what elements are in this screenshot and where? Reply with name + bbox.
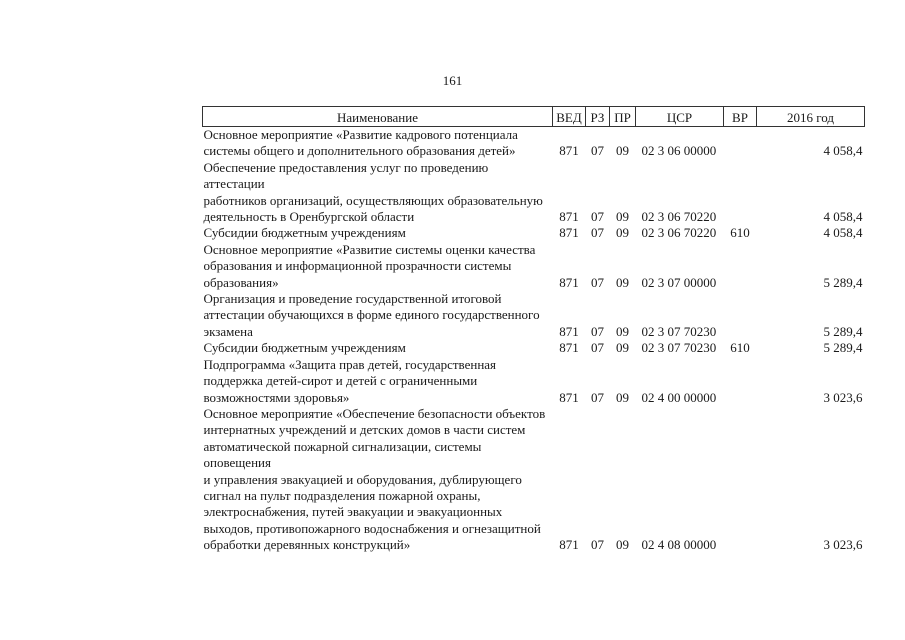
row-vr: 610 bbox=[730, 340, 750, 356]
table-row bbox=[203, 340, 865, 356]
header-rz: РЗ bbox=[586, 107, 610, 127]
row-name-line: деятельность в Оренбургской области bbox=[203, 209, 415, 225]
row-name-line: возможностями здоровья» bbox=[203, 389, 350, 405]
row-rz: 07 bbox=[591, 537, 604, 553]
row-rz: 07 bbox=[591, 143, 604, 159]
row-rz: 07 bbox=[591, 340, 604, 356]
row-rz: 07 bbox=[591, 389, 604, 405]
row-sum: 5 289,4 bbox=[823, 274, 863, 290]
row-sum: 4 058,4 bbox=[823, 209, 863, 225]
row-csr: 02 3 06 70220 bbox=[641, 209, 717, 225]
row-name bbox=[203, 291, 553, 340]
table-header-row bbox=[203, 107, 865, 127]
row-name-line: образования» bbox=[203, 274, 279, 290]
row-name-line: Субсидии бюджетным учреждениям bbox=[203, 225, 406, 241]
row-ved: 871 bbox=[559, 323, 579, 339]
row-rz: 07 bbox=[591, 225, 604, 241]
page-number: 161 bbox=[442, 73, 463, 88]
table-row bbox=[203, 242, 865, 291]
row-vr bbox=[724, 127, 757, 160]
row-name-line: поддержка детей-сирот и детей с ограниченными bbox=[203, 373, 478, 389]
table-row bbox=[203, 291, 865, 340]
row-vr bbox=[724, 160, 757, 226]
row-name-line: системы общего и дополнительного образования детей» bbox=[203, 143, 516, 159]
table-row bbox=[203, 357, 865, 406]
row-name-line: Организация и проведение государственной итоговой bbox=[203, 291, 502, 307]
row-name-line: работников организаций, осуществляющих образовательную bbox=[203, 192, 543, 208]
row-rz: 07 bbox=[591, 323, 604, 339]
row-name-line: Подпрограмма «Защита прав детей, государственная bbox=[203, 356, 497, 372]
row-name bbox=[203, 160, 553, 226]
row-name bbox=[203, 225, 553, 241]
row-pr: 09 bbox=[616, 274, 629, 290]
row-name bbox=[203, 127, 553, 160]
row-csr: 02 4 00 00000 bbox=[641, 389, 717, 405]
row-name-line: обработки деревянных конструкций» bbox=[203, 537, 411, 553]
header-pr: ПР bbox=[610, 107, 636, 127]
budget-table bbox=[202, 106, 865, 554]
row-csr: 02 3 07 00000 bbox=[641, 274, 717, 290]
row-name-line: и управления эвакуацией и оборудования, дублирующего bbox=[203, 471, 522, 487]
row-ved: 871 bbox=[559, 537, 579, 553]
row-vr bbox=[724, 291, 757, 340]
row-name-line: Основное мероприятие «Развитие кадрового потенциала bbox=[203, 127, 518, 142]
row-vr: 610 bbox=[730, 225, 750, 241]
row-sum: 4 058,4 bbox=[823, 143, 863, 159]
row-rz: 07 bbox=[591, 274, 604, 290]
row-name bbox=[203, 340, 553, 356]
row-name-line: интернатных учреждений и детских домов в части систем bbox=[203, 422, 526, 438]
row-pr: 09 bbox=[616, 340, 629, 356]
row-pr: 09 bbox=[616, 537, 629, 553]
row-vr bbox=[724, 357, 757, 406]
row-name-line: выходов, противопожарного водоснабжения и огнезащитной bbox=[203, 520, 541, 536]
row-csr: 02 4 08 00000 bbox=[641, 537, 717, 553]
row-sum: 4 058,4 bbox=[823, 225, 863, 241]
row-pr: 09 bbox=[616, 209, 629, 225]
table-body bbox=[203, 127, 865, 554]
row-name-line: сигнал на пульт подразделения пожарной охраны, bbox=[203, 487, 481, 503]
row-name-line: аттестации обучающихся в форме единого государственного bbox=[203, 307, 540, 323]
row-name-line: Обеспечение предоставления услуг по проведению аттестации bbox=[203, 159, 489, 192]
row-pr: 09 bbox=[616, 225, 629, 241]
header-ved: ВЕД bbox=[553, 107, 586, 127]
row-rz: 07 bbox=[591, 209, 604, 225]
table-row bbox=[203, 225, 865, 241]
row-name bbox=[203, 357, 553, 406]
row-csr: 02 3 07 70230 bbox=[641, 323, 717, 339]
row-name-line: образования и информационной прозрачности системы bbox=[203, 258, 512, 274]
row-name-line: Основное мероприятие «Развитие системы оценки качества bbox=[203, 241, 536, 257]
row-sum: 3 023,6 bbox=[823, 537, 863, 553]
row-ved: 871 bbox=[559, 225, 579, 241]
row-name-line: экзамена bbox=[203, 323, 253, 339]
row-pr: 09 bbox=[616, 389, 629, 405]
header-csr: ЦСР bbox=[636, 107, 724, 127]
row-pr: 09 bbox=[616, 143, 629, 159]
row-sum: 5 289,4 bbox=[823, 340, 863, 356]
row-ved: 871 bbox=[559, 389, 579, 405]
header-year: 2016 год bbox=[757, 107, 865, 127]
table-row bbox=[203, 160, 865, 226]
row-name bbox=[203, 242, 553, 291]
row-sum: 3 023,6 bbox=[823, 389, 863, 405]
header-name: Наименование bbox=[203, 107, 553, 127]
row-name bbox=[203, 406, 553, 554]
row-name-line: автоматической пожарной сигнализации, системы оповещения bbox=[203, 438, 482, 471]
row-name-line: электроснабжения, путей эвакуации и эвакуационных bbox=[203, 504, 503, 520]
row-csr: 02 3 06 70220 bbox=[641, 225, 717, 241]
row-name-line: Субсидии бюджетным учреждениям bbox=[203, 340, 406, 356]
row-ved: 871 bbox=[559, 209, 579, 225]
row-ved: 871 bbox=[559, 143, 579, 159]
row-ved: 871 bbox=[559, 274, 579, 290]
row-vr bbox=[724, 242, 757, 291]
header-vr: ВР bbox=[724, 107, 757, 127]
row-csr: 02 3 06 00000 bbox=[641, 143, 717, 159]
row-sum: 5 289,4 bbox=[823, 323, 863, 339]
row-pr: 09 bbox=[616, 323, 629, 339]
row-vr bbox=[724, 406, 757, 554]
row-ved: 871 bbox=[559, 340, 579, 356]
table-row bbox=[203, 406, 865, 554]
table-row bbox=[203, 127, 865, 160]
row-csr: 02 3 07 70230 bbox=[641, 340, 717, 356]
row-name-line: Основное мероприятие «Обеспечение безопасности объектов bbox=[203, 405, 546, 421]
